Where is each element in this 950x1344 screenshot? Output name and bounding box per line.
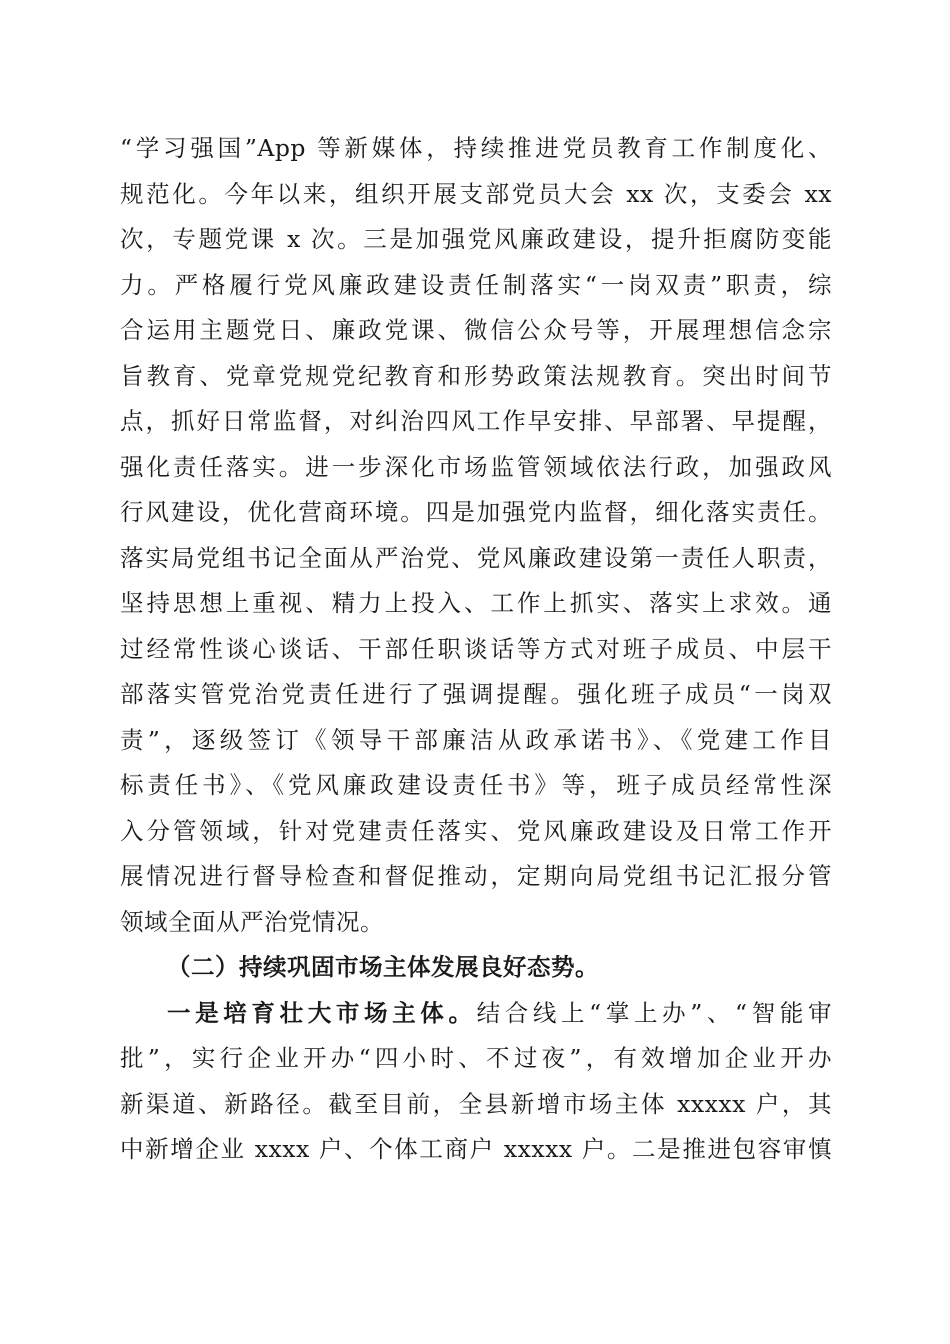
text-line-15: 标责任书》、《党风廉政建设责任书》等，班子成员经常性深 bbox=[120, 771, 832, 799]
text-line-13: 部落实管党治党责任进行了强调提醒。强化班子成员“一岗双 bbox=[120, 680, 832, 708]
text-line-para2-first bbox=[120, 991, 832, 1037]
text-line-16: 入分管领域，针对党建责任落实、党风廉政建设及日常工作开 bbox=[120, 816, 832, 845]
text-line-10: 落实局党组书记全面从严治党、党风廉政建设第一责任人职责， bbox=[120, 543, 832, 572]
text-line-4: 力。严格履行党风廉政建设责任制落实“一岗双责”职责，综 bbox=[120, 270, 832, 299]
text-line-7: 点，抓好日常监督，对纠治四风工作早安排、早部署、早提醒， bbox=[120, 407, 832, 435]
text-line-1: “学习强国”App 等新媒体，持续推进党员教育工作制度化、 bbox=[120, 134, 832, 162]
text-line-9: 行风建设，优化营商环境。四是加强党内监督，细化落实责任。 bbox=[120, 498, 832, 526]
text-line-2: 规范化。今年以来，组织开展支部党员大会 xx 次，支委会 xx bbox=[120, 179, 832, 208]
paragraph-party-building bbox=[120, 126, 832, 945]
text-line-para2-2: 批”，实行企业开办“四小时、不过夜”，有效增加企业开办 bbox=[120, 1044, 832, 1072]
text-line-17: 展情况进行督导检查和督促推动，定期向局党组书记汇报分管 bbox=[120, 862, 832, 890]
text-line-18: 领域全面从严治党情况。 bbox=[120, 907, 384, 936]
text-line-12: 过经常性谈心谈话、干部任职谈话等方式对班子成员、中层干 bbox=[120, 634, 832, 663]
text-line-6: 旨教育、党章党规党纪教育和形势政策法规教育。突出时间节 bbox=[120, 361, 832, 390]
text-line-11: 坚持思想上重视、精力上投入、工作上抓实、落实上求效。通 bbox=[120, 589, 832, 617]
text-line-para2-4: 中新增企业 xxxx 户、个体工商户 xxxxx 户。二是推进包容审慎 bbox=[120, 1135, 832, 1163]
text-line-5: 合运用主题党日、廉政党课、微信公众号等，开展理想信念宗 bbox=[120, 316, 832, 344]
para2-first-rest: 结合线上“掌上办”、“智能审 bbox=[476, 998, 833, 1027]
text-line-8: 强化责任落实。进一步深化市场监管领域依法行政，加强政风 bbox=[120, 452, 832, 481]
paragraph-market-entities bbox=[120, 991, 832, 1173]
text-line-14: 责”，逐级签订《领导干部廉洁从政承诺书》、《党建工作目 bbox=[120, 725, 832, 754]
section-heading: （二）持续巩固市场主体发展良好态势。 bbox=[167, 953, 599, 981]
para2-bold-lead: 一是培育壮大市场主体。 bbox=[167, 998, 477, 1027]
text-line-3: 次，专题党课 x 次。三是加强党风廉政建设，提升拒腐防变能 bbox=[120, 225, 832, 253]
document-page bbox=[120, 126, 832, 1173]
text-line-para2-3: 新渠道、新路径。截至目前，全县新增市场主体 xxxxx 户，其 bbox=[120, 1089, 832, 1118]
